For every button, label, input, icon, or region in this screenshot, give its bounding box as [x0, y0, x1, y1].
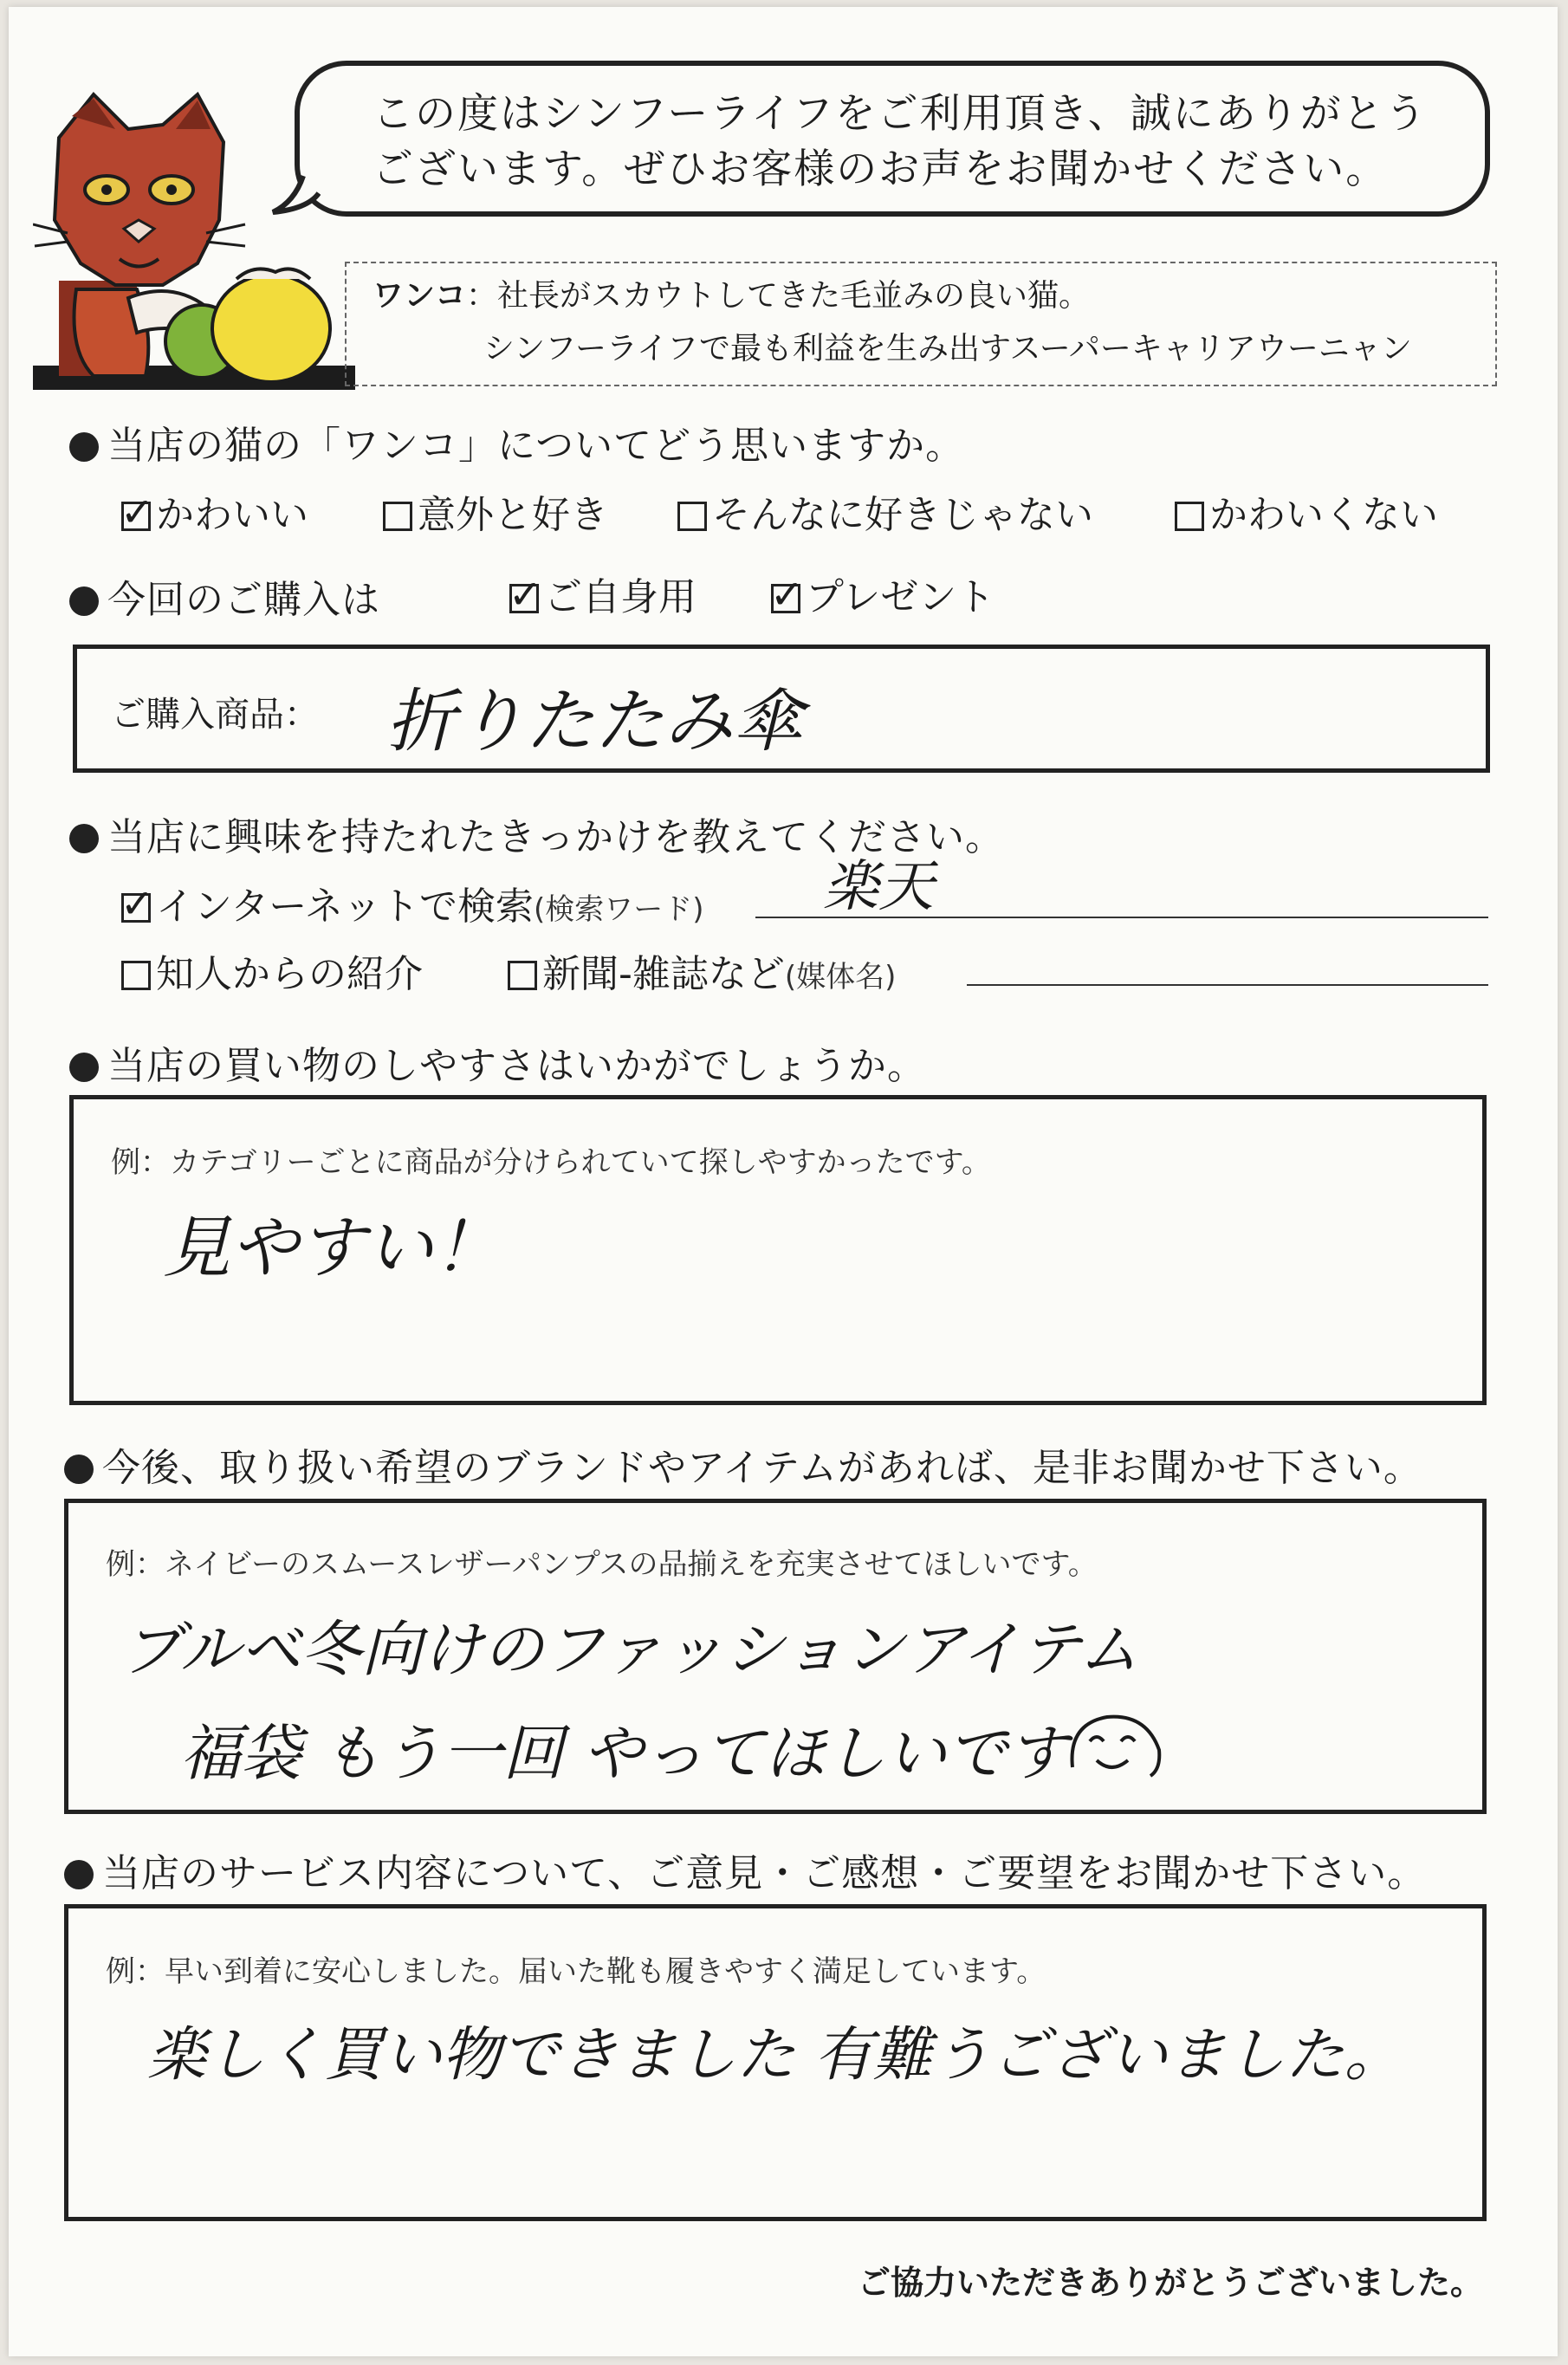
checkbox-for-self[interactable] [509, 571, 542, 618]
option-gift[interactable] [771, 566, 995, 621]
check-mark-icon: ✓ [120, 880, 154, 927]
bubble-line-1: この度はシンフーライフをご利用頂き、誠にありがとう [373, 90, 1428, 138]
check-mark-icon: ✓ [509, 571, 542, 618]
question-service-feedback-text: 当店のサービス内容について、ご意見・ご感想・ご要望をお聞かせ下さい。 [102, 1851, 1427, 1895]
checkbox-internet-search[interactable] [120, 880, 154, 927]
question-interest-trigger-text: 当店に興味を持たれたきっかけを教えてください。 [107, 815, 1004, 859]
service-example: 例：早い到着に安心しました。届いた靴も履きやすく満足しています。 [106, 1954, 1046, 1989]
checkbox-not-so-fond[interactable] [677, 502, 707, 531]
brand-example: 例：ネイビーのスムースレザーパンプスの品揃えを充実させてほしいです。 [106, 1547, 1098, 1582]
bullet-icon [64, 1455, 94, 1484]
option-for-self[interactable] [509, 566, 697, 621]
checkbox-referral[interactable] [121, 961, 151, 990]
thank-you-footer: ご協力いただきありがとうございました。 [857, 2264, 1483, 2302]
question-ease-of-shopping [69, 1034, 926, 1090]
media-name-note: (媒体名) [784, 960, 897, 995]
mascot-intro-line-1 [373, 271, 1090, 315]
question-service-feedback [64, 1842, 1426, 1897]
checkbox-newspaper-magazine[interactable] [508, 961, 537, 990]
ease-example: 例：カテゴリーごとに商品が分けられていて探しやすかったです。 [111, 1145, 991, 1180]
bullet-icon [64, 1860, 94, 1889]
ease-answer-handwritten[interactable]: 見やすい！ [163, 1209, 502, 1287]
speech-bubble-tail [269, 167, 321, 219]
option-for-self-label: ご自身用 [544, 575, 697, 619]
option-referral[interactable] [121, 943, 423, 998]
question-brand-request-text: 今後、取り扱い希望のブランドやアイテムがあれば、是非お聞かせ下さい。 [102, 1446, 1422, 1490]
option-not-so-fond[interactable] [677, 483, 1093, 539]
option-cute-label: かわいい [156, 493, 308, 537]
check-mark-icon: ✓ [120, 489, 154, 535]
bullet-icon [69, 432, 99, 462]
bubble-line-2: ございます。ぜひお客様のお声をお聞かせください。 [373, 146, 1389, 193]
check-mark-icon: ✓ [770, 571, 804, 618]
bullet-icon [69, 1053, 99, 1082]
bullet-icon [69, 586, 99, 616]
product-value-handwritten[interactable]: 折りたたみ傘 [386, 681, 802, 761]
option-cute[interactable] [121, 483, 308, 539]
option-referral-label: 知人からの紹介 [156, 952, 423, 996]
option-newspaper-magazine-label: 新聞-雑誌など [542, 952, 785, 996]
option-not-cute[interactable] [1175, 483, 1438, 539]
option-surprisingly-like-label: 意外と好き [418, 493, 608, 537]
mascot-intro-line-2: シンフーライフで最も利益を生み出すスーパーキャリアウーニャン [483, 331, 1412, 366]
question-cat-opinion [69, 414, 964, 470]
brand-answer-line-1[interactable]: ブルベ冬向けのファッションアイテム [121, 1614, 1139, 1685]
speech-bubble-text [373, 87, 1464, 198]
mascot-name: ワンコ [373, 278, 467, 314]
checkbox-gift[interactable] [770, 571, 804, 618]
option-surprisingly-like[interactable] [383, 483, 608, 539]
checkbox-cute[interactable] [120, 489, 154, 535]
option-internet-search-label: インターネットで検索 [156, 884, 535, 929]
product-label: ご購入商品： [111, 695, 319, 735]
option-internet-search[interactable] [121, 875, 704, 930]
option-newspaper-magazine[interactable] [508, 943, 896, 998]
option-gift-label: プレゼント [806, 575, 995, 619]
media-name-line [967, 984, 1488, 986]
brand-answer-line-2[interactable]: 福袋 もう一回 やってほしいです [180, 1718, 1068, 1789]
option-not-so-fond-label: そんなに好きじゃない [712, 493, 1093, 537]
smiley-face-icon [1064, 1707, 1168, 1785]
option-not-cute-label: かわいくない [1209, 493, 1438, 537]
search-word-note: (検索ワード) [534, 892, 704, 927]
question-brand-request [64, 1436, 1422, 1492]
question-cat-opinion-text: 当店の猫の「ワンコ」についてどう思いますか。 [107, 424, 965, 468]
checkbox-surprisingly-like[interactable] [383, 502, 412, 531]
survey-card [9, 7, 1558, 2356]
checkbox-not-cute[interactable] [1175, 502, 1204, 531]
question-purchase-purpose [69, 568, 380, 624]
bullet-icon [69, 824, 99, 853]
mascot-description: ：社長がスカウトしてきた毛並みの良い猫。 [466, 278, 1091, 314]
question-purchase-purpose-text: 今回のご購入は [107, 578, 380, 622]
search-word-handwritten[interactable]: 楽天 [823, 855, 934, 919]
service-answer-handwritten[interactable]: 楽しく買い物できました 有難うございました。 [147, 2021, 1403, 2090]
question-ease-of-shopping-text: 当店の買い物のしやすさはいかがでしょうか。 [107, 1044, 926, 1088]
